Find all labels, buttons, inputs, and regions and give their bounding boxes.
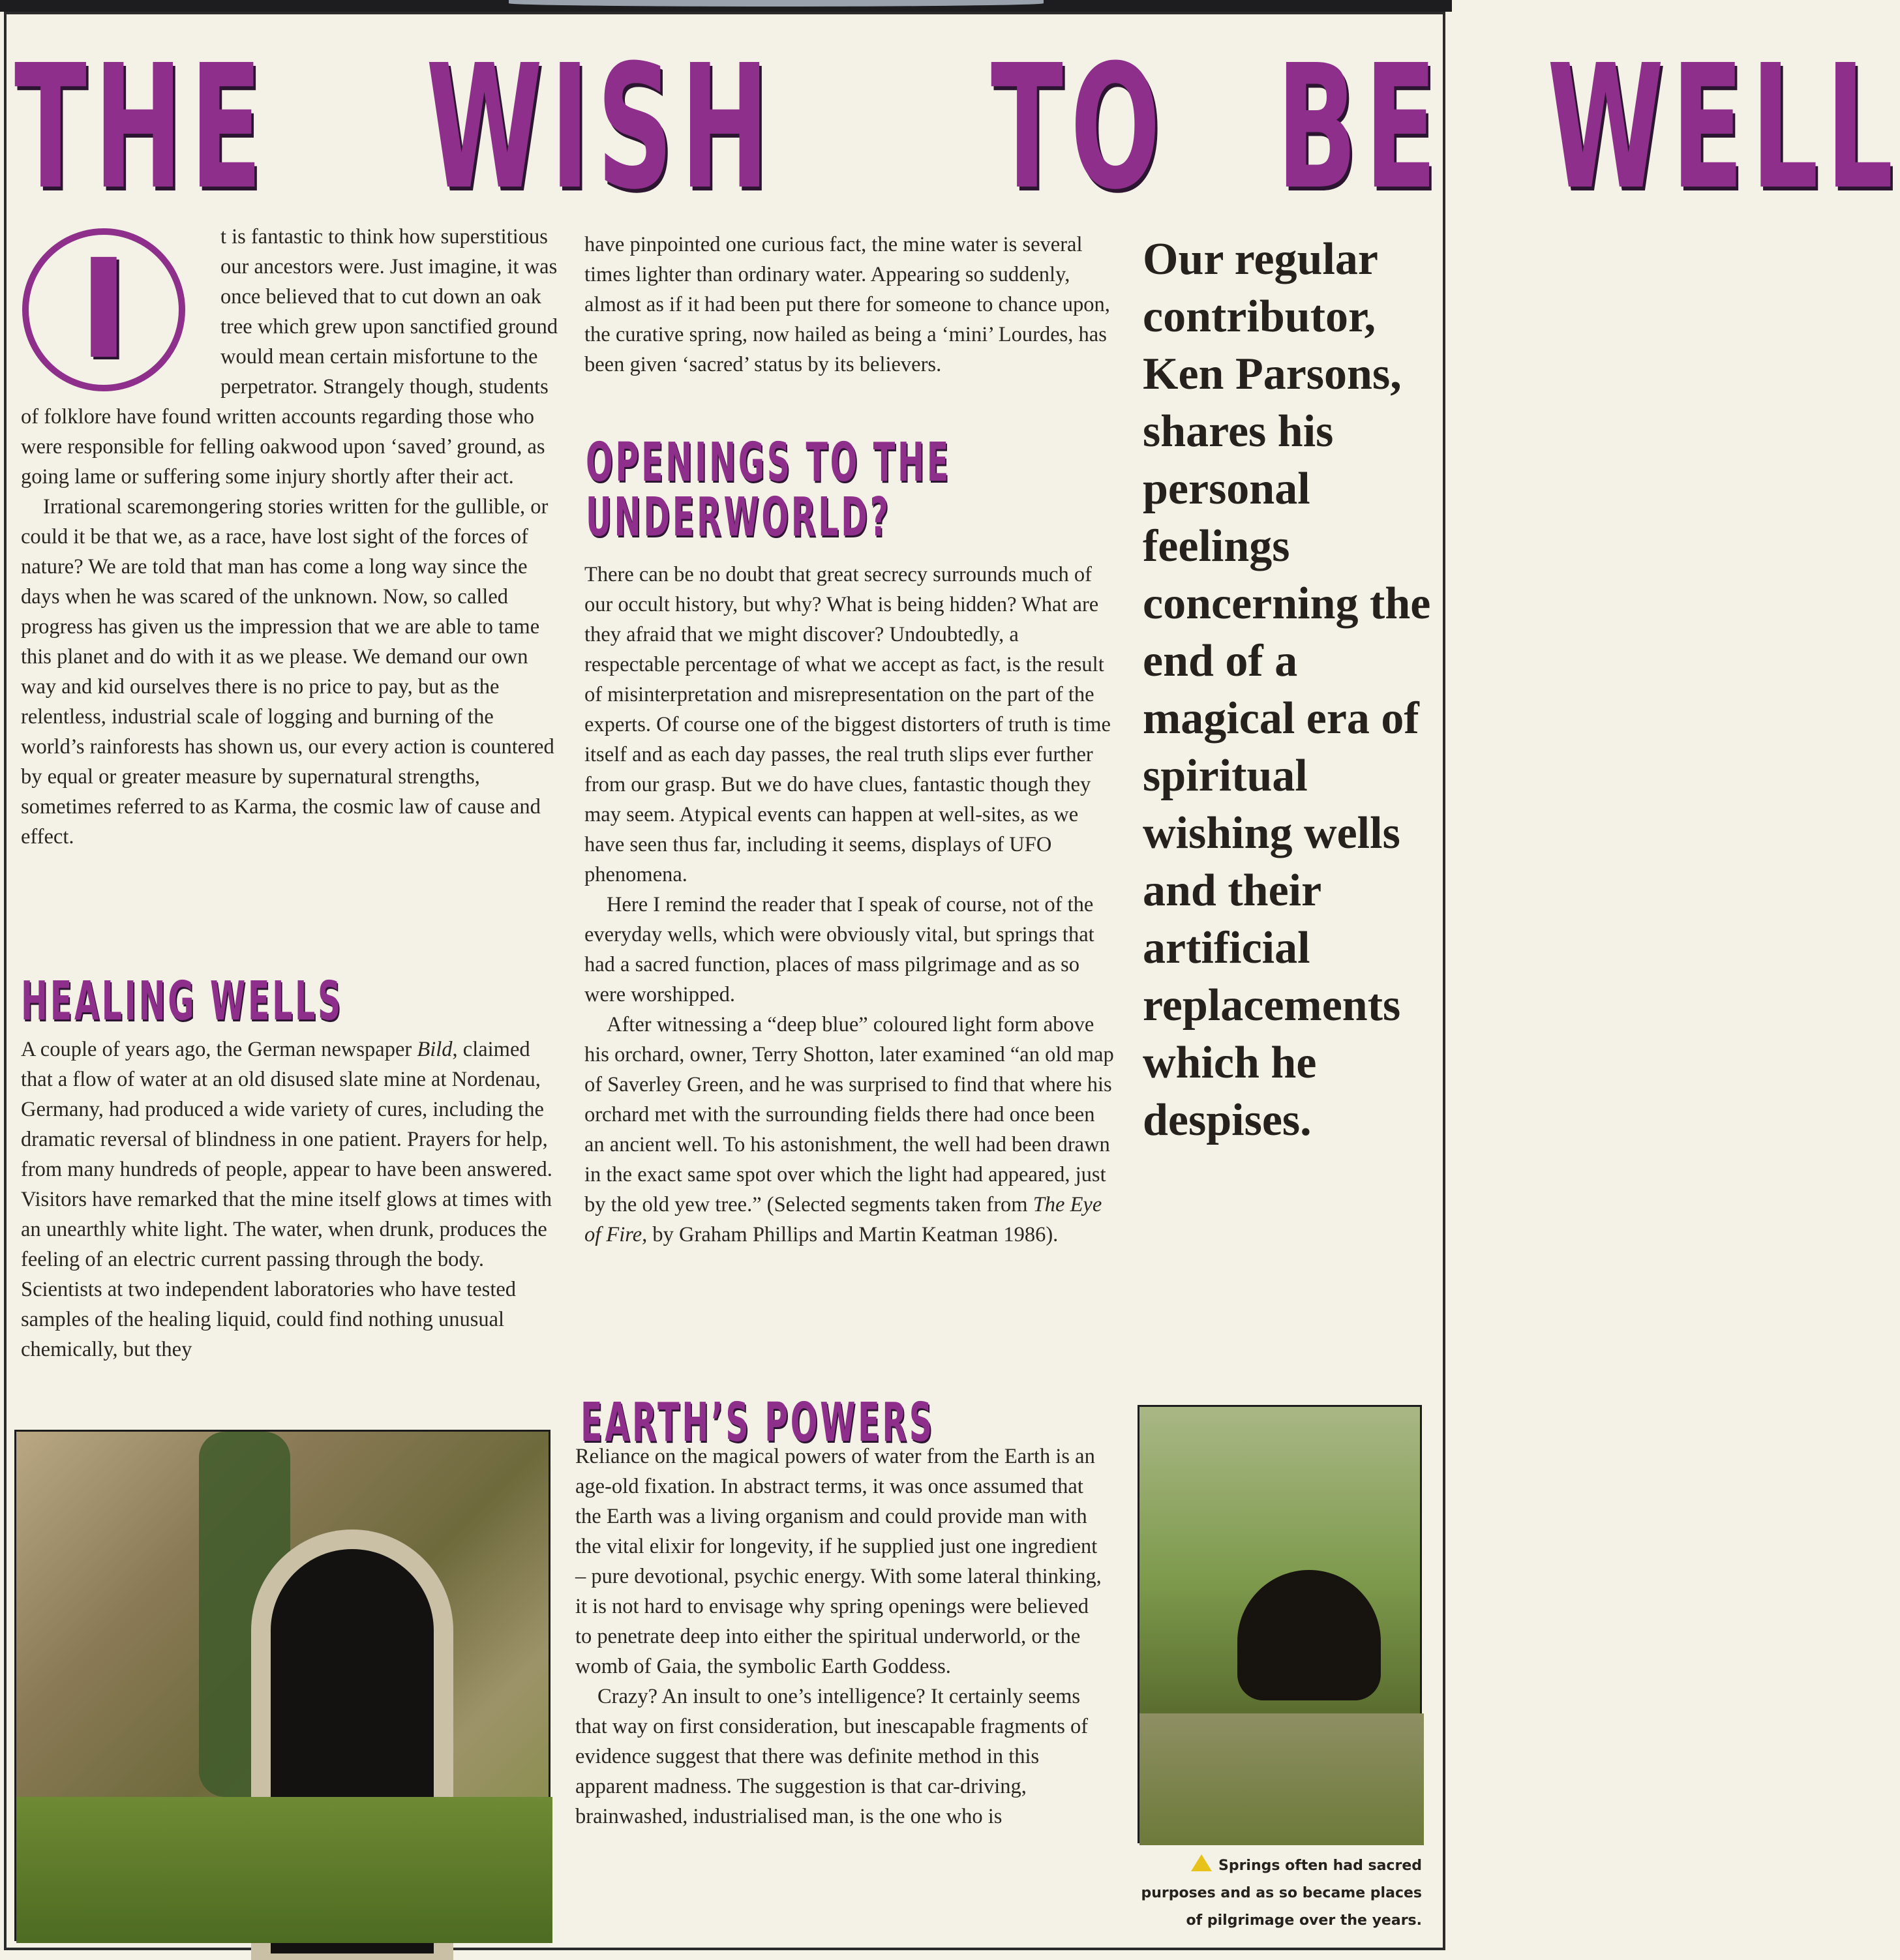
body-paragraph: Irrational scaremongering stories written for the gullible, or could it be that we, as a race, have lost sight of the forces of nature? We are told that man has come a long way since the days when he was scared of the unknown. Now, so called progress has given us the impression that we are able to tame this planet and do with it as we please. We demand our own way and kid ourselves there is no price to pay, but as the relentless, industrial scale of logging and burning of the world’s rainforests has shown us, our every action is countered by equal or greater measure by supernatural strengths, sometimes referred to as Karma, the cosmic law of cause and effect. <box>21 495 554 849</box>
body-text: After witnessing a “deep blue” coloured light form above his orchard, owner, Terry Shotton, later examined “an old map of Saverley Green, and he was surprised to find that where his orchard met with the surrounding fields there had once been an ancient well. To his astonishment, the well had been drawn in the exact same spot over which the light had appeared, just by the old yew tree.” (Selected segments taken from <box>584 1013 1114 1216</box>
spring-cave-opening <box>1237 1570 1381 1700</box>
subhead-earths-powers: EARTH’S POWERS <box>581 1392 935 1454</box>
headline <box>14 28 1900 227</box>
subhead-openings-underworld: OPENINGS TO THE UNDERWORLD? <box>586 432 951 549</box>
newspaper-title: Bild <box>417 1038 453 1061</box>
headline-word-be: BE <box>1276 28 1444 227</box>
drop-cap <box>20 226 206 394</box>
headline-word-to: TO <box>991 28 1168 227</box>
drop-cap-letter: I <box>78 230 130 389</box>
caption-triangle-icon <box>1191 1854 1212 1871</box>
body-paragraph: There can be no doubt that great secrecy surrounds much of our occult history, but why? What is being hidden? What are they afraid that we might discover? Undoubtedly, a respectable percentage of what we accept as fact, is the result of misinterpretation and misrepresentation on the part of the experts. Of course one of the biggest distorters of truth is time itself and as each day passes, the real truth slips ever further from our grasp. But we do have clues, fantastic though they may seem. Atypical events can happen at well-sites, as we have seen thus far, including it seems, displays of UFO phenomena. <box>584 563 1111 886</box>
grass-shape <box>16 1797 552 1943</box>
body-paragraph <box>21 1034 562 1364</box>
caption-text: Springs often had sacred purposes and as so became places of pilgrimage over the years. <box>1141 1858 1422 1929</box>
body-text: , claimed that a flow of water at an old disused slate mine at Nordenau, Germany, had produced a wide variety of cures, including the dramatic reversal of blindness in one patient. Prayers for help, from many hundreds of people, appear to have been answered. Visitors have remarked that the mine itself glows at times with an unearthly white light. The water, when drunk, produces the feeling of an electric current passing through the body. Scientists at two independent laboratories who have tested samples of the healing liquid, could find nothing unusual chemically, but they <box>21 1038 552 1361</box>
book-title: The Eye of Fire, <box>584 1193 1102 1246</box>
body-text: by Graham Phillips and Martin Keatman 1986). <box>647 1223 1059 1246</box>
body-text: A couple of years ago, the German newspaper <box>21 1038 417 1061</box>
body-paragraph <box>584 1010 1114 1250</box>
column-2 <box>584 230 1114 380</box>
column-3 <box>575 1441 1110 1832</box>
column-1 <box>21 222 562 852</box>
headline-word-the: THE <box>14 28 270 227</box>
body-paragraph: have pinpointed one curious fact, the mine water is several times lighter than ordinary water. Appearing so suddenly, almost as if it had been put there for someone to chance upon, the curative spring, now hailed as being a ‘mini’ Lourdes, has been given ‘sacred’ status by its believers. <box>584 233 1110 376</box>
body-paragraph: Here I remind the reader that I speak of course, not of the everyday wells, which were obviously vital, but springs that had a sacred function, places of mass pilgrimage and as so were worshipped. <box>584 893 1094 1006</box>
subhead-healing-wells: HEALING WELLS <box>21 971 344 1033</box>
headline-word-wish: WISH <box>425 28 777 227</box>
column-1-lower <box>21 1034 562 1364</box>
body-paragraph: Reliance on the magical powers of water from the Earth is an age-old fixation. In abstract terms, it was once assumed that the Earth was a living organism and could provide man with the vital elixir for longevity, if he supplied just one ingredient – pure devotional, psychic energy. With some lateral thinking, it is not hard to envisage why spring openings were believed to penetrate deep into either the spiritual underworld, or the womb of Gaia, the symbolic Earth Goddess. <box>575 1445 1102 1678</box>
intro-paragraph: t is fantastic to think how superstitious our ancestors were. Just imagine, it was once believed that to cut down an oak tree which grew upon sanctified ground would mean certain misfortune to the perpetrator. Strangely though, students of folklore have found written accounts regarding those who were responsible for felling oakwood upon ‘saved’ ground, as going lame or suffering some injury shortly after their act. <box>21 225 558 489</box>
spring-opening-photo <box>1138 1405 1422 1843</box>
well-arch-photo <box>14 1430 550 1941</box>
column-2-lower <box>584 560 1114 1250</box>
photo-caption <box>1135 1852 1422 1935</box>
top-band-graphic <box>509 0 1044 7</box>
pull-quote: Our regular contributor, Ken Parsons, shares his personal feelings concerning the end of a magical era of spiritual wishing wells and their artificial replacements which he despises. <box>1143 234 1431 1145</box>
headline-word-well: WELL <box>1546 28 1900 227</box>
body-paragraph: Crazy? An insult to one’s intelligence? It certainly seems that way on first consideration, but inescapable fragments of evidence suggest that there was definite method in this apparent madness. The suggestion is that car-driving, brainwashed, industrialised man, is the one who is <box>575 1685 1089 1828</box>
ground-shape <box>1139 1713 1424 1845</box>
